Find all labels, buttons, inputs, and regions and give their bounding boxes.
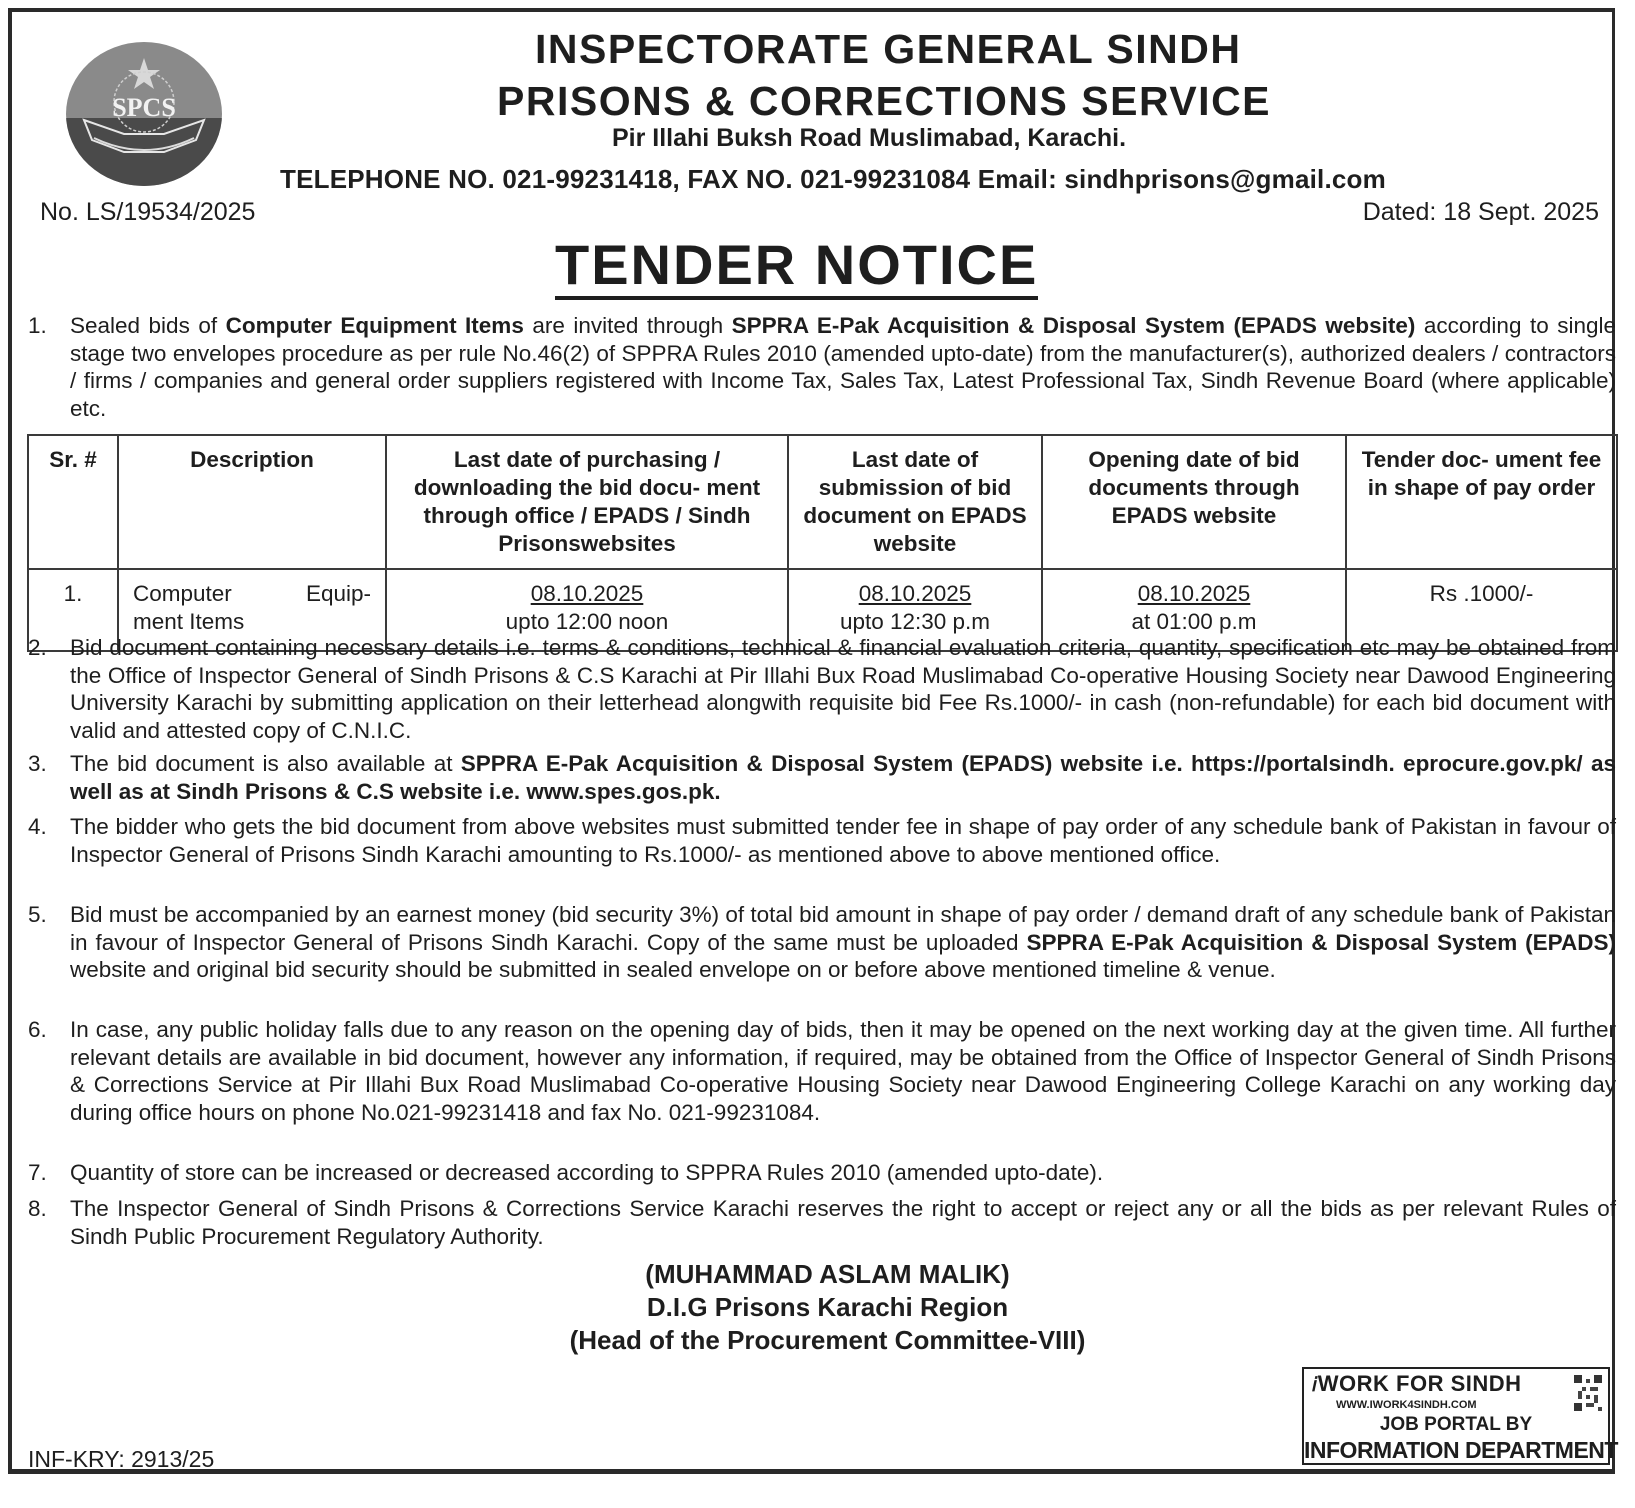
clause-number: 5.	[28, 902, 47, 927]
clause-text: The Inspector General of Sindh Prisons & Corrections Service Karachi reserves the right to accept or reject any or all the bids as per relevant Rules of Sindh Public Procurement Regulatory Authority.	[70, 1196, 1616, 1249]
cell-submission-date: 08.10.2025 upto 12:30 p.m	[788, 569, 1042, 651]
column-header-description: Description	[118, 435, 386, 569]
clause-number: 6.	[28, 1017, 47, 1042]
signatory-designation: D.I.G Prisons Karachi Region	[646, 1292, 1009, 1322]
clause-text: Quantity of store can be increased or decreased according to SPPRA Rules 2010 (amended upto-date).	[70, 1160, 1104, 1185]
notice-date: Dated: 18 Sept. 2025	[1362, 198, 1599, 226]
badge-url[interactable]: WWW.IWORK4SINDH.COM	[1336, 1399, 1477, 1411]
tender-schedule-table	[27, 434, 1618, 652]
cell-fee: Rs .1000/-	[1346, 569, 1617, 651]
clause-7	[28, 1159, 1616, 1187]
org-title-line2: PRISONS & CORRECTIONS SERVICE	[497, 78, 1272, 124]
column-header-submission-date: Last date of submission of bid document on EPADS website	[788, 435, 1042, 569]
org-title-line1: INSPECTORATE GENERAL SINDH	[535, 26, 1242, 72]
clause-number: 1.	[28, 313, 47, 338]
badge-line4: INFORMATION DEPARTMENT	[1304, 1437, 1618, 1463]
column-header-sr: Sr. #	[28, 435, 118, 569]
column-header-opening-date: Opening date of bid documents through EPADS website	[1042, 435, 1346, 569]
inf-reference: INF-KRY: 2913/25	[28, 1446, 215, 1472]
clause-6	[28, 1016, 1616, 1126]
clause-text: The bidder who gets the bid document from above websites must submitted tender fee in shape of pay order of any schedule bank of Pakistan in favour of Inspector General of Prisons Sindh Karachi amounting to Rs.1000/- as mentioned above to above mentioned office.	[70, 814, 1616, 867]
clause-number: 4.	[28, 814, 47, 839]
clause-1	[28, 312, 1616, 422]
clause-text: Bid must be accompanied by an earnest money (bid security 3%) of total bid amount in shape of pay order / demand draft of any schedule bank of Pakistan in favour of Inspector General of Prisons Sindh Karachi. Copy of the same must be uploaded SPPRA E-Pak Acquisition & Disposal System (EPADS) website and original bid security should be submitted in sealed envelope on or before above mentioned timeline & venue.	[70, 902, 1616, 982]
iwork4sindh-badge	[1302, 1367, 1618, 1465]
column-header-purchase-date: Last date of purchasing / downloading the bid docu- ment through office / EPADS / Sindh Prisonswebsites	[386, 435, 788, 569]
clause-text: The bid document is also available at SPPRA E-Pak Acquisition & Disposal System (EPADS) website i.e. https://portalsindh. eprocure.gov.pk/ as well as at Sindh Prisons & C.S website i.e. www.spes.gos.pk.	[70, 751, 1617, 804]
notice-title: TENDER NOTICE	[555, 237, 1038, 300]
badge-title: 𝑖WORK FOR SINDH	[1312, 1371, 1522, 1396]
cell-purchase-date: 08.10.2025 upto 12:00 noon	[386, 569, 788, 651]
table-header-row	[28, 435, 1617, 569]
clause-5	[28, 901, 1616, 984]
clause-number: 2.	[28, 635, 47, 660]
emblem-icon	[64, 40, 224, 188]
spcs-logo	[64, 40, 224, 188]
clause-3	[28, 750, 1616, 805]
cell-description: Computer Equip- ment Items	[118, 569, 386, 651]
clause-number: 7.	[28, 1160, 47, 1185]
clause-4	[28, 813, 1616, 868]
person-icon: 𝑖	[1312, 1374, 1318, 1396]
epads-website-link[interactable]: SPPRA E-Pak Acquisition & Disposal System (EPADS) website i.e. https://portalsindh. eprocure.gov.pk/ as well as at Sindh Prisons & C.S website i.e. www.spes.gos.pk.	[70, 751, 1617, 804]
signatory-role: (Head of the Procurement Committee-VIII)	[569, 1325, 1086, 1355]
signatory-name: (MUHAMMAD ASLAM MALIK)	[645, 1259, 1010, 1289]
clause-number: 8.	[28, 1196, 47, 1221]
clause-text: In case, any public holiday falls due to any reason on the opening day of bids, then it may be opened on the next working day at the given time. All further relevant details are available in bid document, however any information, if required, may be obtained from the Office of Inspector General of Sindh Prisons & Corrections Service at Pir Illahi Bux Road Muslimabad Co-operative Housing Society near Dawood Engineering College Karachi on any working day during office hours on phone No.021-99231418 and fax No. 021-99231084.	[70, 1017, 1616, 1125]
clause-text: Sealed bids of Computer Equipment Items are invited through SPPRA E-Pak Acquisition & Disposal System (EPADS website) according to single stage two envelopes procedure as per rule No.46(2) of SPPRA Rules 2010 (amended upto-date) from the manufacturer(s), authorized dealers / contractors / firms / companies and general order suppliers registered with Income Tax, Sales Tax, Latest Professional Tax, Sindh Revenue Board (where applicable) etc.	[70, 313, 1616, 421]
clause-2	[28, 634, 1616, 744]
badge-line3: JOB PORTAL BY	[1379, 1414, 1533, 1435]
org-address: Pir Illahi Buksh Road Muslimabad, Karachi.	[612, 124, 1127, 152]
clause-number: 3.	[28, 751, 47, 776]
logo-text: SPCS	[112, 93, 176, 122]
cell-opening-date: 08.10.2025 at 01:00 p.m	[1042, 569, 1346, 651]
qr-code-icon	[1574, 1375, 1602, 1411]
clause-8	[28, 1195, 1616, 1250]
clause-text: Bid document containing necessary details i.e. terms & conditions, technical & financial evaluation criteria, quantity, specification etc may be obtained from the Office of Inspector General of Sindh Prisons & C.S Karachi at Pir Illahi Bux Road Muslimabad Co-operative Housing Society near Dawood Engineering University Karachi by submitting application on their letterhead alongwith requisite bid Fee Rs.1000/- in cash (non-refundable) for each bid document with valid and attested copy of C.N.I.C.	[70, 635, 1616, 743]
column-header-fee: Tender doc- ument fee in shape of pay order	[1346, 435, 1617, 569]
org-contact: TELEPHONE NO. 021-99231418, FAX NO. 021-99231084 Email: sindhprisons@gmail.com	[280, 164, 1386, 194]
cell-sr: 1.	[28, 569, 118, 651]
reference-number: No. LS/19534/2025	[40, 198, 256, 226]
